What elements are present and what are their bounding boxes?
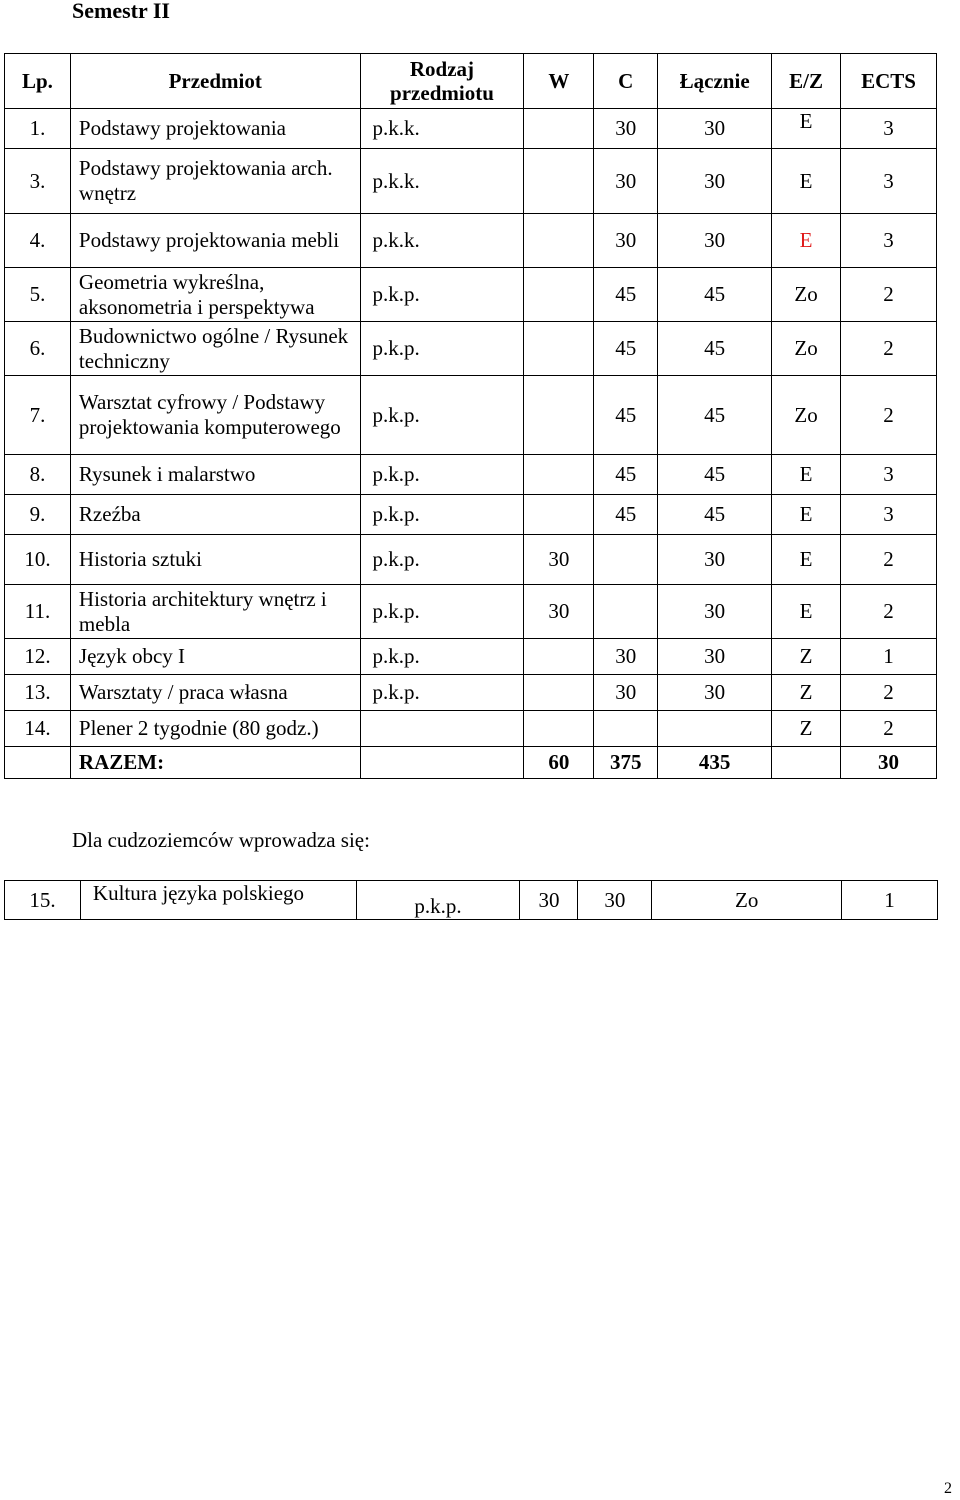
cell-c: 45 [594,268,658,322]
cell-c: 30 [594,149,658,214]
cell-w [524,268,594,322]
cell-w [524,675,594,711]
cell-ects: 1 [841,639,937,675]
cell-lp: 10. [5,535,71,585]
extra-table [4,880,938,920]
cell-ez: E [772,149,841,214]
cell-ez: Zo [772,268,841,322]
table-row [5,322,937,376]
cell-ects: 2 [841,268,937,322]
extra-type: p.k.p. [356,881,520,920]
totals-label: RAZEM: [70,747,360,779]
curriculum-table [4,53,937,779]
cell-ez: Zo [772,322,841,376]
cell-total: 30 [658,675,772,711]
table-row [5,495,937,535]
cell-type: p.k.k. [360,214,524,268]
cell-c: 30 [594,639,658,675]
totals-total: 435 [658,747,772,779]
cell-c: 30 [594,109,658,149]
cell-ez: E [772,535,841,585]
cell-lp: 12. [5,639,71,675]
table-row [5,711,937,747]
cell-w [524,495,594,535]
cell-type: p.k.k. [360,149,524,214]
extra-w: 30 [520,881,578,920]
cell-ects: 3 [841,455,937,495]
cell-total: 30 [658,149,772,214]
extra-ects: 1 [842,881,938,920]
cell-lp: 6. [5,322,71,376]
header-row [5,54,937,109]
cell-type: p.k.p. [360,639,524,675]
table-row [5,149,937,214]
cell-total: 45 [658,322,772,376]
cell-w [524,455,594,495]
cell-w [524,711,594,747]
cell-type: p.k.p. [360,585,524,639]
cell-ects: 3 [841,149,937,214]
page-number: 2 [944,1480,952,1497]
cell-subject: Warsztat cyfrowy / Podstawy projektowania komputerowego [70,376,360,455]
cell-type: p.k.p. [360,495,524,535]
cell-type: p.k.p. [360,455,524,495]
cell-ez: Z [772,711,841,747]
extra-lp: 15. [5,881,81,920]
cell-ects: 2 [841,322,937,376]
cell-c: 45 [594,322,658,376]
header-ez: E/Z [772,54,841,109]
table-row [5,675,937,711]
cell-c [594,711,658,747]
cell-subject: Budownictwo ogólne / Rysunek techniczny [70,322,360,376]
cell-type: p.k.k. [360,109,524,149]
cell-lp: 4. [5,214,71,268]
cell-c [594,585,658,639]
cell-lp: 5. [5,268,71,322]
header-w: W [524,54,594,109]
cell-type: p.k.p. [360,535,524,585]
totals-w: 60 [524,747,594,779]
cell-ez: Z [772,639,841,675]
cell-lp: 3. [5,149,71,214]
header-subject: Przedmiot [70,54,360,109]
cell-ects: 3 [841,495,937,535]
cell-type [360,711,524,747]
cell-c: 45 [594,455,658,495]
cell-total: 45 [658,495,772,535]
cell-type: p.k.p. [360,376,524,455]
cell-w: 30 [524,535,594,585]
cell-ects: 2 [841,711,937,747]
cell-total: 30 [658,535,772,585]
cell-total: 45 [658,376,772,455]
cell-ez: E [772,109,841,149]
cell-subject: Rysunek i malarstwo [70,455,360,495]
totals-c: 375 [594,747,658,779]
cell-total: 45 [658,268,772,322]
cell-ez: E [772,455,841,495]
cell-subject: Podstawy projektowania [70,109,360,149]
cell-w [524,376,594,455]
cell-w: 30 [524,585,594,639]
cell-w [524,149,594,214]
cell-lp: 8. [5,455,71,495]
cell-w [524,639,594,675]
cell-total: 30 [658,639,772,675]
cell-ez: E [772,585,841,639]
table-row [5,455,937,495]
cell-subject: Rzeźba [70,495,360,535]
cell-lp: 7. [5,376,71,455]
cell-subject: Historia sztuki [70,535,360,585]
header-lp: Lp. [5,54,71,109]
cell-lp: 13. [5,675,71,711]
cell-total: 30 [658,214,772,268]
cell-c: 30 [594,214,658,268]
cell-ects: 2 [841,535,937,585]
header-type: Rodzaj przedmiotu [360,54,524,109]
cell-lp: 14. [5,711,71,747]
cell-ects: 2 [841,585,937,639]
cell-c: 45 [594,495,658,535]
table-row [5,268,937,322]
cell-w [524,322,594,376]
cell-total: 30 [658,109,772,149]
cell-ez: Z [772,675,841,711]
page-title: Semestr II [72,0,170,23]
table-row [5,109,937,149]
cell-w [524,214,594,268]
cell-ez: E [772,495,841,535]
table-row [5,639,937,675]
foreigners-note: Dla cudzoziemców wprowadza się: [72,828,370,852]
extra-row [5,881,938,920]
extra-ez: Zo [652,881,842,920]
cell-subject: Historia architektury wnętrz i mebla [70,585,360,639]
cell-type: p.k.p. [360,268,524,322]
cell-lp: 1. [5,109,71,149]
cell-w [524,109,594,149]
cell-subject: Geometria wykreślna, aksonometria i perspektywa [70,268,360,322]
cell-ects: 3 [841,214,937,268]
header-total: Łącznie [658,54,772,109]
cell-subject: Podstawy projektowania mebli [70,214,360,268]
cell-ez: E [772,214,841,268]
table-row [5,585,937,639]
cell-subject: Podstawy projektowania arch. wnętrz [70,149,360,214]
header-c: C [594,54,658,109]
cell-type: p.k.p. [360,322,524,376]
cell-lp: 9. [5,495,71,535]
cell-total: 45 [658,455,772,495]
cell-total: 30 [658,585,772,639]
cell-ects: 2 [841,376,937,455]
cell-c [594,535,658,585]
totals-ects: 30 [841,747,937,779]
cell-ects: 3 [841,109,937,149]
totals-row [5,747,937,779]
table-row [5,376,937,455]
cell-type: p.k.p. [360,675,524,711]
extra-subject: Kultura języka polskiego [80,881,356,920]
cell-total [658,711,772,747]
cell-lp: 11. [5,585,71,639]
cell-ez: Zo [772,376,841,455]
cell-subject: Język obcy I [70,639,360,675]
extra-total: 30 [578,881,652,920]
cell-subject: Plener 2 tygodnie (80 godz.) [70,711,360,747]
table-row [5,535,937,585]
header-ects: ECTS [841,54,937,109]
table-row [5,214,937,268]
cell-c: 30 [594,675,658,711]
cell-ects: 2 [841,675,937,711]
cell-subject: Warsztaty / praca własna [70,675,360,711]
cell-c: 45 [594,376,658,455]
